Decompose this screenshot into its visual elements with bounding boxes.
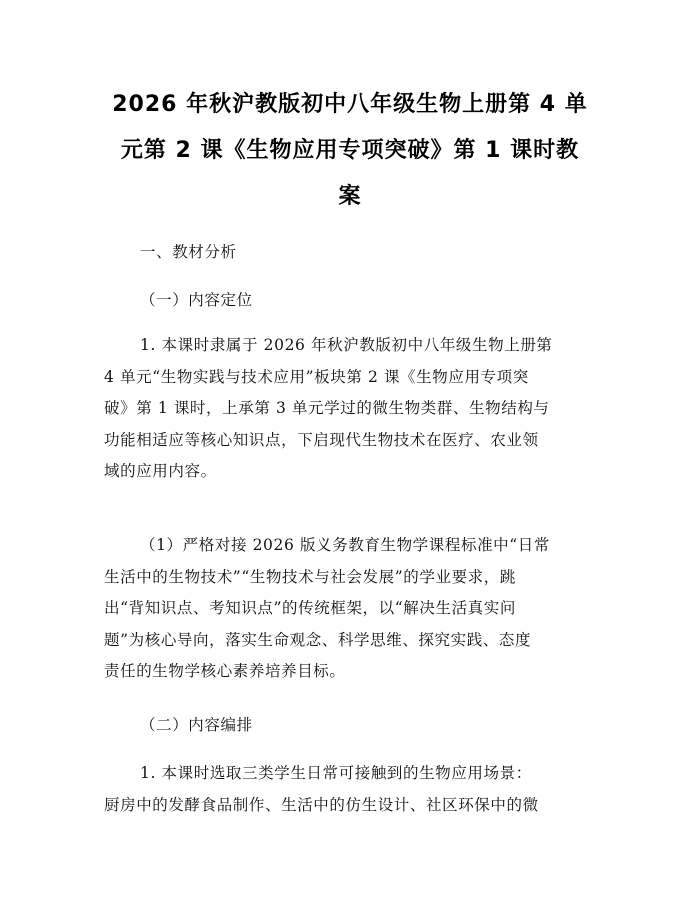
paragraph-line: 责任的生物学核心素养培养目标。 (104, 662, 346, 680)
title-line-1: 2026 年秋沪教版初中八年级生物上册第 4 单 (112, 92, 588, 117)
title-line-2: 元第 2 课《生物应用专项突破》第 1 课时教 (120, 138, 580, 163)
paragraph-content-arrangement-1 (104, 758, 600, 821)
subsection-heading-content-positioning: （一）内容定位 (140, 291, 253, 309)
paragraph-line: 厨房中的发酵食品制作、生活中的仿生设计、社区环保中的微 (104, 795, 539, 814)
document-title (100, 82, 600, 220)
paragraph-content-positioning-1 (104, 330, 600, 488)
paragraph-line: 1. 本课时选取三类学生日常可接触到的生物应用场景： (140, 764, 532, 782)
paragraph-line: （1）严格对接 2026 版义务教育生物学课程标准中“日常 (140, 536, 550, 554)
paragraph-line: 破》第 1 课时，上承第 3 单元学过的微生物类群、生物结构与 (104, 399, 550, 417)
paragraph-line: 1. 本课时隶属于 2026 年秋沪教版初中八年级生物上册第 (140, 336, 553, 354)
paragraph-line: 生活中的生物技术”“生物技术与社会发展”的学业要求，跳 (104, 567, 516, 586)
section-heading-textbook-analysis: 一、教材分析 (140, 243, 237, 261)
paragraph-line: 出“背知识点、考知识点”的传统框架，以“解决生活真实问 (104, 599, 516, 617)
paragraph-curriculum-standard (104, 530, 600, 688)
paragraph-line: 4 单元“生物实践与技术应用”板块第 2 课《生物应用专项突 (104, 367, 529, 386)
paragraph-line: 功能相适应等核心知识点，下启现代生物技术在医疗、农业领 (104, 430, 539, 449)
subsection-heading-content-arrangement: （二）内容编排 (140, 716, 253, 734)
paragraph-line: 域的应用内容。 (104, 462, 217, 480)
title-line-3: 案 (338, 184, 362, 209)
paragraph-line: 题”为核心导向，落实生命观念、科学思维、探究实践、态度 (104, 630, 532, 649)
